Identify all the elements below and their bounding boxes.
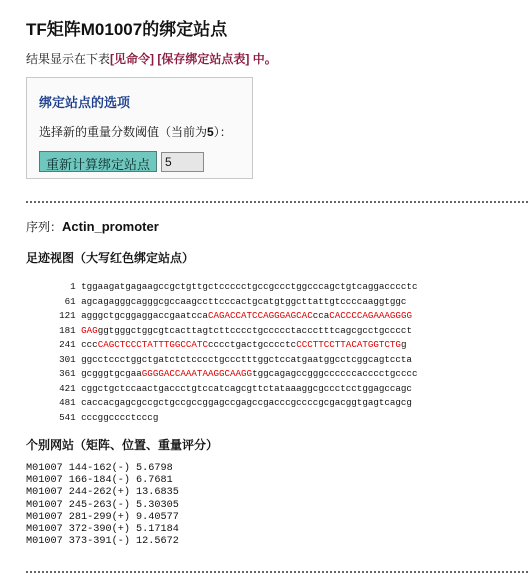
threshold-label-prefix: 选择新的重量分数阈值（当前为 [39, 125, 208, 139]
binding-site-sequence: GGGGACCAAATAAGGCAAGG [141, 368, 253, 379]
sites-list [26, 463, 179, 548]
site-row: M01007 245-263(-) 5.30305 [26, 499, 179, 511]
site-row: M01007 244-262(+) 13.6835 [26, 487, 179, 499]
footprint-title: 足迹视图（大写红色绑定站点） [26, 251, 195, 265]
sequence-segment: ggcctccctggctgatctctcccctgccctttggctccatgaatggcctcggcagtccta [81, 353, 412, 365]
sites-title: 个别网站（矩阵、位置、重量评分） [26, 438, 219, 452]
footprint-position: 301 [26, 353, 82, 365]
footprint-position: 121 [26, 310, 82, 321]
footprint-position: 181 [26, 324, 82, 336]
summary-prefix: 结果显示在下表 [26, 52, 111, 66]
threshold-label-suffix: ）： [213, 125, 232, 139]
footprint-position: 481 [26, 397, 82, 408]
footprint-row [26, 354, 412, 365]
footprint-position: 421 [26, 382, 82, 394]
footprint-position: 1 [26, 281, 82, 292]
save-table-link[interactable]: [保存绑定站点表] [157, 52, 250, 66]
footprint-row [26, 310, 412, 321]
binding-site-sequence: CAGCTCCCTATTTGGCCATC [97, 339, 208, 350]
site-row: M01007 372-390(+) 5.17184 [26, 524, 179, 536]
sequence-segment: agggctgcggaggaccgaatcca [81, 310, 208, 321]
footprint-row [26, 397, 412, 408]
sequence-segment: tggaagatgagaagccgctgttgctccccctgccgccctggcccagctgtcaggacccctc [81, 281, 418, 292]
binding-site-options-panel [26, 77, 253, 179]
site-row: M01007 166-184(-) 6.7681 [26, 475, 173, 487]
sequence-segment: cca [312, 310, 330, 321]
sequence-segment: ggtgggctggcgtcacttagtcttcccctgccccctaccctttcagcgcctgcccct [97, 324, 412, 336]
binding-site-sequence: GAG [81, 324, 98, 336]
recalculate-button[interactable]: 重新计算绑定站点 [39, 151, 157, 172]
threshold-input[interactable] [161, 152, 204, 172]
results-summary [26, 50, 277, 67]
binding-site-sequence: CACCCCAGAAAGGGG [329, 310, 412, 321]
site-row: M01007 144-162(-) 5.6798 [26, 463, 173, 474]
footprint-row [26, 296, 406, 307]
sequence-segment: caccacgagcgccgctgccgccggagccgagccgacccgccccgcgacggtgagtcagcg [81, 397, 412, 408]
footprint-row [26, 412, 158, 423]
site-row: M01007 373-391(-) 12.5672 [26, 536, 179, 548]
sequence-line [26, 218, 159, 235]
footprint-row [26, 339, 406, 350]
current-threshold-value: 5 [207, 125, 214, 139]
binding-site-sequence: CAGACCATCCAGGGAGCAC [207, 310, 313, 321]
options-title: 绑定站点的选项 [39, 95, 131, 110]
site-row: M01007 281-299(+) 9.40577 [26, 511, 179, 523]
sequence-segment: cccggcccctcccg [81, 411, 159, 423]
section-divider [26, 201, 528, 203]
footprint-row [26, 281, 417, 292]
sequence-segment: agcagagggcagggcgccaagccttcccactgcatgtggcttattgtccccaaggtggc [81, 295, 407, 307]
sequence-segment: g [400, 339, 407, 350]
footprint-position: 61 [26, 295, 82, 307]
sequence-segment: gcgggtgcgaa [81, 368, 142, 379]
footprint-view [26, 280, 417, 425]
sequence-name: Actin_promoter [62, 219, 159, 234]
sequence-segment: ccc [81, 339, 98, 350]
threshold-label [39, 123, 240, 140]
footprint-row [26, 325, 412, 336]
section-divider-bottom [26, 571, 528, 573]
footprint-row [26, 383, 412, 394]
sequence-label: 序列： [26, 220, 63, 234]
footprint-position: 541 [26, 411, 82, 423]
sequence-segment: tggcagagccgggccccccacccctgcccc [252, 368, 418, 379]
binding-site-sequence: CCCTTCCTTACATGGTCTG [296, 339, 401, 350]
sequence-segment: cggctgctccaactgaccctgtccatcagcgttctataaaggcgccctcctggagccagc [81, 382, 412, 394]
sequence-segment: cccctgactgcccctc [207, 339, 297, 350]
view-command-link[interactable]: [见命令] [110, 52, 155, 66]
page-title: TF矩阵M01007的绑定站点 [26, 20, 228, 39]
footprint-position: 361 [26, 368, 82, 379]
footprint-position: 241 [26, 339, 82, 350]
footprint-row [26, 368, 417, 379]
summary-suffix: 中。 [252, 52, 277, 66]
recalc-row [39, 151, 240, 172]
